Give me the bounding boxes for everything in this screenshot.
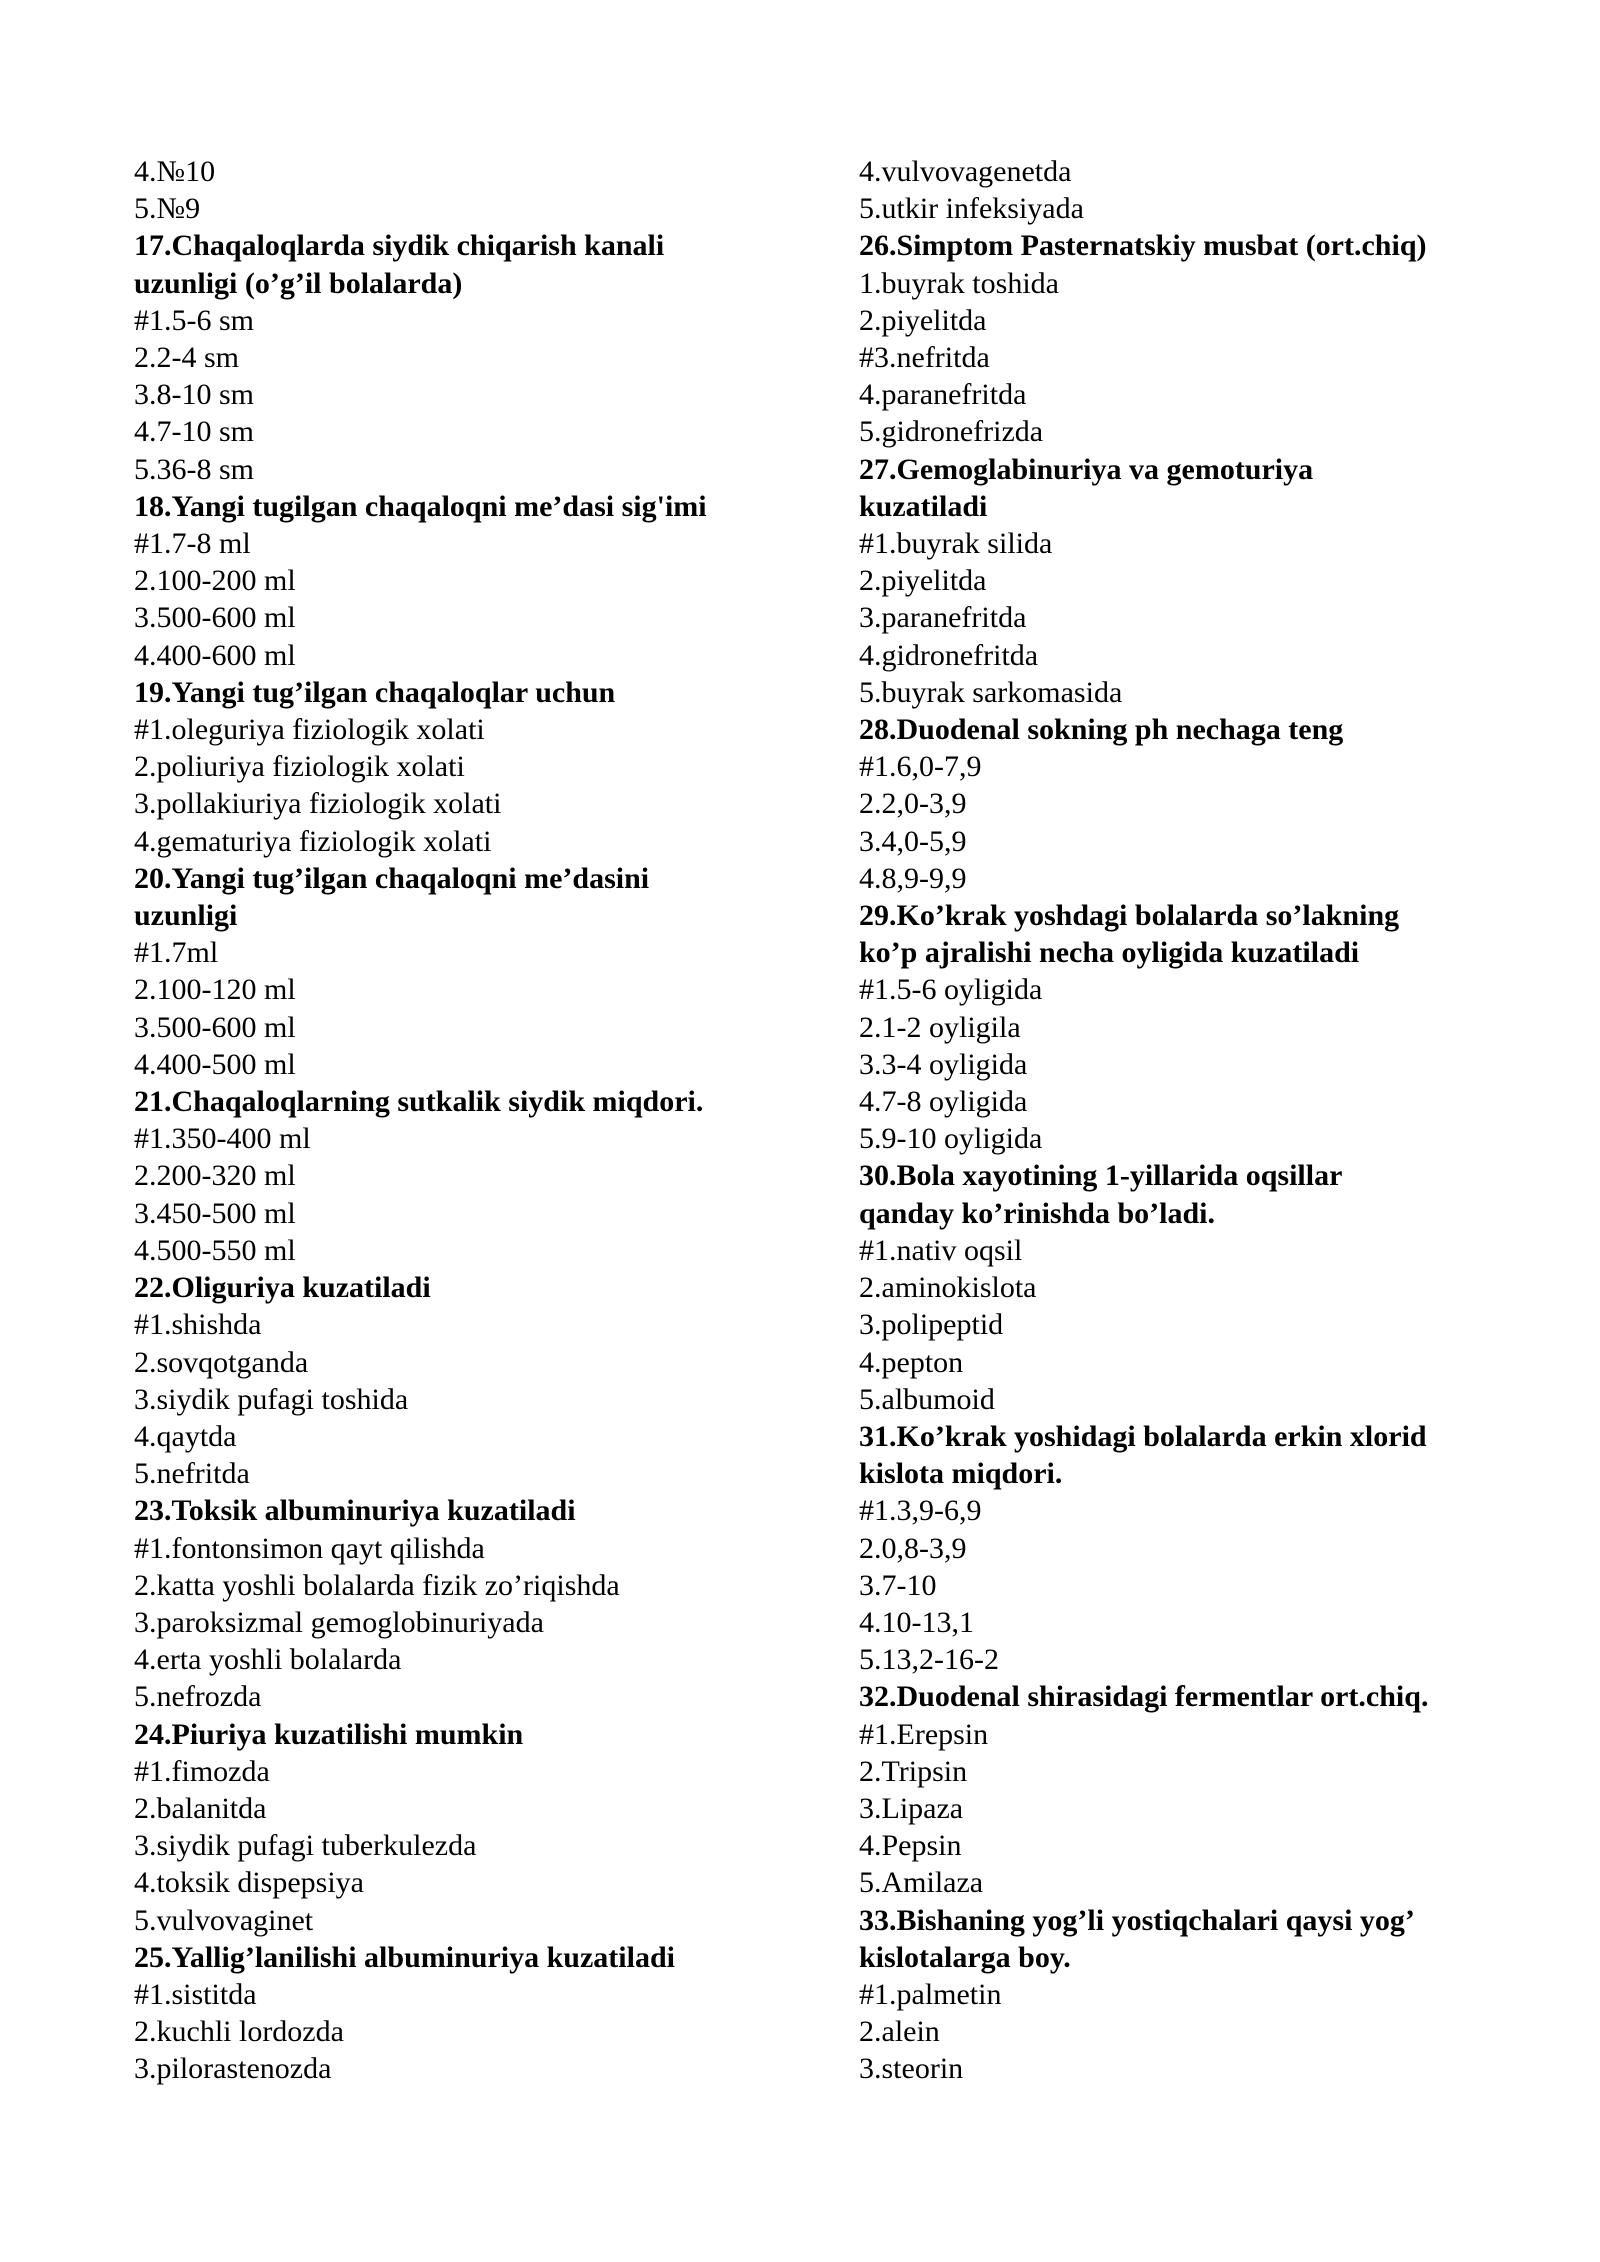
answer-option: 2.100-120 ml bbox=[134, 973, 296, 1007]
answer-option: 4.10-13,1 bbox=[859, 1605, 974, 1639]
question-text: 30.Bola xayotining 1-yillarida oqsillar bbox=[859, 1159, 1343, 1193]
answer-option: #1.oleguriya fiziologik xolati bbox=[134, 713, 485, 747]
question-text: 31.Ko’krak yoshidagi bolalarda erkin xlorid bbox=[859, 1419, 1427, 1453]
answer-option: 5.36-8 sm bbox=[134, 452, 254, 486]
answer-option: 2.sovqotganda bbox=[134, 1345, 309, 1379]
question-text: uzunligi bbox=[134, 899, 238, 933]
answer-option: #1.5-6 sm bbox=[134, 303, 254, 337]
answer-option: 5.9-10 oyligida bbox=[859, 1122, 1043, 1156]
answer-option: 2.piyelitda bbox=[859, 564, 987, 598]
answer-option: 4.Pepsin bbox=[859, 1829, 962, 1863]
answer-option: 3.3-4 oyligida bbox=[859, 1047, 1028, 1081]
answer-option: 4.8,9-9,9 bbox=[859, 861, 967, 895]
answer-option: 5.buyrak sarkomasida bbox=[859, 675, 1123, 709]
answer-option: 5.13,2-16-2 bbox=[859, 1643, 999, 1677]
answer-option: #1.nativ oqsil bbox=[859, 1233, 1023, 1267]
answer-option: 4.pepton bbox=[859, 1345, 964, 1379]
answer-option: #1.7-8 ml bbox=[134, 527, 251, 561]
answer-option: #1.fimozda bbox=[134, 1754, 270, 1788]
answer-option: #1.Erepsin bbox=[859, 1717, 989, 1751]
answer-option: 3.pilorastenozda bbox=[134, 2052, 332, 2086]
question-text: 25.Yallig’lanilishi albuminuriya kuzatiladi bbox=[134, 1940, 675, 1974]
question-text: ko’p ajralishi necha oyligida kuzatiladi bbox=[859, 936, 1360, 970]
answer-option: #1.sistitda bbox=[134, 1977, 257, 2011]
question-text: qanday ko’rinishda bo’ladi. bbox=[859, 1196, 1215, 1230]
question-text: 17.Chaqaloqlarda siydik chiqarish kanali bbox=[134, 229, 665, 263]
answer-option: 5.nefrozda bbox=[134, 1680, 262, 1714]
question-text: 29.Ko’krak yoshdagi bolalarda so’lakning bbox=[859, 899, 1400, 933]
answer-option: 5.utkir infeksiyada bbox=[859, 192, 1084, 226]
answer-option: 3.polipeptid bbox=[859, 1308, 1004, 1342]
question-text: kislotalarga boy. bbox=[859, 1940, 1071, 1974]
answer-option: #1.palmetin bbox=[859, 1977, 1002, 2011]
answer-option: 4.vulvovagenetda bbox=[859, 155, 1072, 188]
answer-option: 3.siydik pufagi toshida bbox=[134, 1382, 409, 1416]
answer-option: 3.7-10 bbox=[859, 1568, 937, 1602]
answer-option: 4.7-10 sm bbox=[134, 415, 254, 449]
answer-option: 2.kuchli lordozda bbox=[134, 2015, 344, 2049]
answer-option: 2.0,8-3,9 bbox=[859, 1531, 967, 1565]
question-text: 32.Duodenal shirasidagi fermentlar ort.chiq. bbox=[859, 1680, 1429, 1714]
answer-option: 4.paranefritda bbox=[859, 378, 1027, 412]
answer-option: 2.piyelitda bbox=[859, 303, 987, 337]
answer-option: #1.5-6 oyligida bbox=[859, 973, 1043, 1007]
answer-option: 3.8-10 sm bbox=[134, 378, 254, 412]
answer-option: 4.toksik dispepsiya bbox=[134, 1866, 364, 1900]
question-text: 24.Piuriya kuzatilishi mumkin bbox=[134, 1717, 524, 1751]
answer-option: 5.albumoid bbox=[859, 1382, 995, 1416]
question-text: 26.Simptom Pasternatskiy musbat (ort.chiq) bbox=[859, 229, 1427, 263]
answer-option: 4.№10 bbox=[134, 155, 216, 188]
answer-option: 2.2-4 sm bbox=[134, 341, 239, 375]
answer-option: 2.balanitda bbox=[134, 1791, 267, 1825]
answer-option: 3.steorin bbox=[859, 2052, 964, 2086]
answer-option: 5.№9 bbox=[134, 192, 201, 226]
answer-option: #1.buyrak silida bbox=[859, 527, 1053, 561]
answer-option: 3.Lipaza bbox=[859, 1791, 964, 1825]
answer-option: #1.7ml bbox=[134, 936, 219, 970]
answer-option: 2.poliuriya fiziologik xolati bbox=[134, 750, 465, 784]
answer-option: 3.paranefritda bbox=[859, 601, 1027, 635]
question-text: 23.Toksik albuminuriya kuzatiladi bbox=[134, 1494, 576, 1528]
answer-option: #1.fontonsimon qayt qilishda bbox=[134, 1531, 485, 1565]
answer-option: #1.6,0-7,9 bbox=[859, 750, 982, 784]
answer-option: 4.500-550 ml bbox=[134, 1233, 296, 1267]
answer-option: 3.pollakiuriya fiziologik xolati bbox=[134, 787, 502, 821]
right-column bbox=[859, 153, 1499, 2088]
answer-option: 2.200-320 ml bbox=[134, 1159, 296, 1193]
answer-option: 2.100-200 ml bbox=[134, 564, 296, 598]
question-text: 18.Yangi tugilgan chaqaloqni me’dasi sig'imi bbox=[134, 489, 707, 523]
question-text: 19.Yangi tug’ilgan chaqaloqlar uchun bbox=[134, 675, 616, 709]
left-column bbox=[134, 153, 814, 2088]
question-text: uzunligi (o’g’il bolalarda) bbox=[134, 266, 463, 300]
question-text: kislota miqdori. bbox=[859, 1457, 1063, 1491]
answer-option: 4.gematuriya fiziologik xolati bbox=[134, 824, 492, 858]
answer-option: 3.4,0-5,9 bbox=[859, 824, 967, 858]
answer-option: 1.buyrak toshida bbox=[859, 266, 1059, 300]
answer-option: 5.Amilaza bbox=[859, 1866, 984, 1900]
answer-option: 4.400-600 ml bbox=[134, 638, 296, 672]
question-text: kuzatiladi bbox=[859, 489, 988, 523]
answer-option: 5.gidronefrizda bbox=[859, 415, 1044, 449]
answer-option: #1.shishda bbox=[134, 1308, 262, 1342]
answer-option: 2.aminokislota bbox=[859, 1271, 1037, 1305]
answer-option: 4.7-8 oyligida bbox=[859, 1085, 1028, 1119]
question-text: 28.Duodenal sokning ph nechaga teng bbox=[859, 713, 1344, 747]
answer-option: 3.500-600 ml bbox=[134, 601, 296, 635]
question-text: 20.Yangi tug’ilgan chaqaloqni me’dasini bbox=[134, 861, 650, 895]
answer-option: #1.3,9-6,9 bbox=[859, 1494, 982, 1528]
answer-option: 3.paroksizmal gemoglobinuriyada bbox=[134, 1605, 544, 1639]
question-text: 21.Chaqaloqlarning sutkalik siydik miqdori. bbox=[134, 1085, 704, 1119]
answer-option: 5.nefritda bbox=[134, 1457, 250, 1491]
answer-option: 5.vulvovaginet bbox=[134, 1903, 314, 1937]
answer-option: #3.nefritda bbox=[859, 341, 990, 375]
answer-option: 4.400-500 ml bbox=[134, 1047, 296, 1081]
question-text: 33.Bishaning yog’li yostiqchalari qaysi yog’ bbox=[859, 1903, 1415, 1937]
answer-option: #1.350-400 ml bbox=[134, 1122, 311, 1156]
answer-option: 4.gidronefritda bbox=[859, 638, 1039, 672]
answer-option: 2.katta yoshli bolalarda fizik zo’riqishda bbox=[134, 1568, 620, 1602]
answer-option: 2.1-2 oyligila bbox=[859, 1010, 1021, 1044]
answer-option: 2.alein bbox=[859, 2015, 940, 2049]
answer-option: 4.qaytda bbox=[134, 1419, 237, 1453]
answer-option: 2.Tripsin bbox=[859, 1754, 968, 1788]
question-text: 27.Gemoglabinuriya va gemoturiya bbox=[859, 452, 1314, 486]
answer-option: 3.450-500 ml bbox=[134, 1196, 296, 1230]
answer-option: 3.500-600 ml bbox=[134, 1010, 296, 1044]
answer-option: 2.2,0-3,9 bbox=[859, 787, 967, 821]
question-text: 22.Oliguriya kuzatiladi bbox=[134, 1271, 431, 1305]
answer-option: 4.erta yoshli bolalarda bbox=[134, 1643, 402, 1677]
answer-option: 3.siydik pufagi tuberkulezda bbox=[134, 1829, 477, 1863]
